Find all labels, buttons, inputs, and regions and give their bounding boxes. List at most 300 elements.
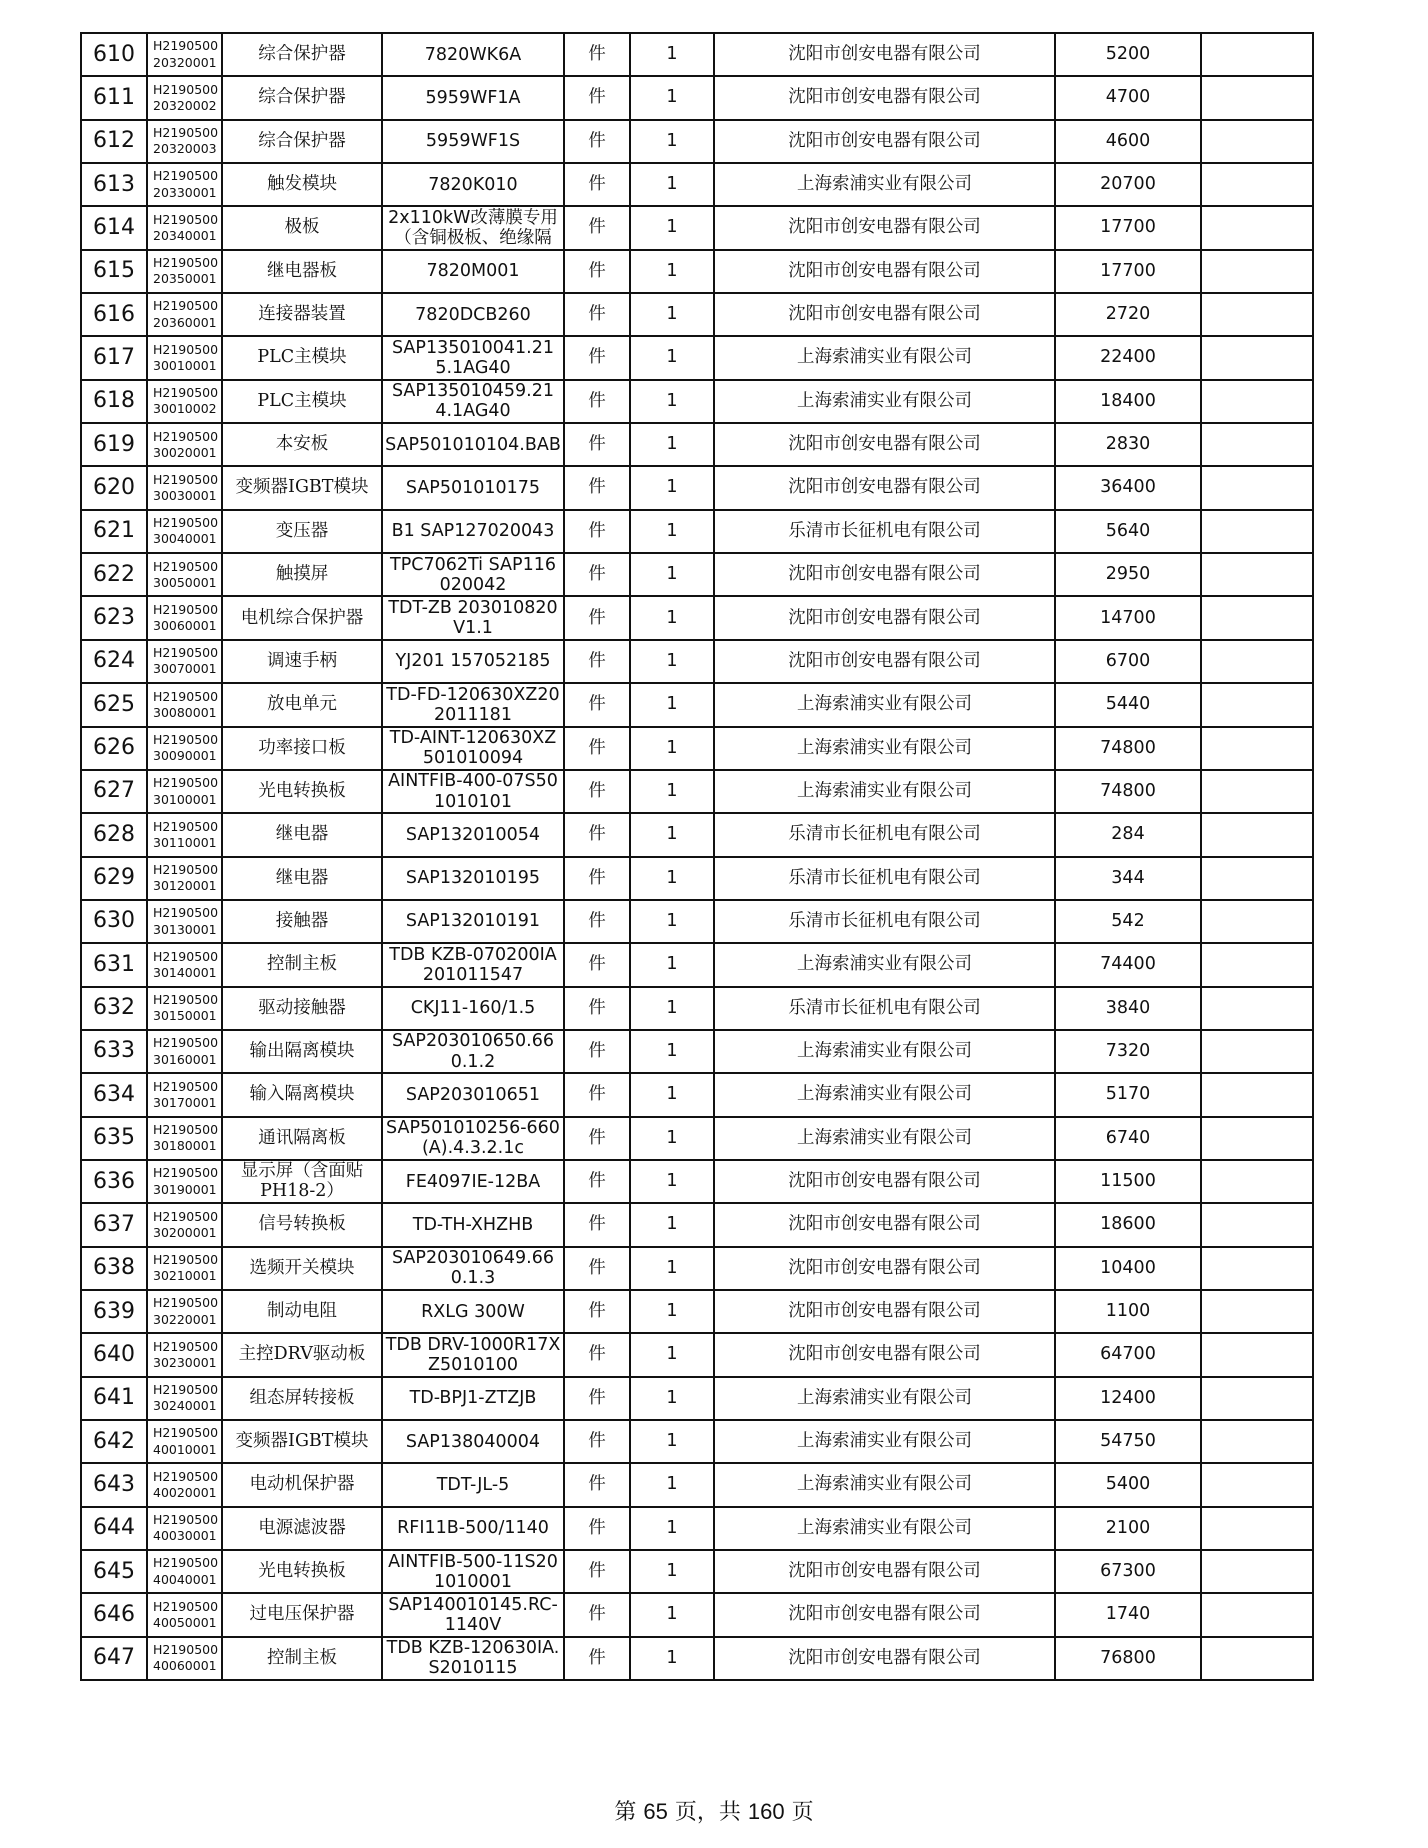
material-code-line: 20350001 — [153, 271, 217, 287]
material-code-cell — [147, 250, 222, 293]
manufacturer-cell: 上海索浦实业有限公司 — [714, 1073, 1055, 1116]
item-name-cell: 综合保护器 — [222, 120, 382, 163]
row-number-cell: 623 — [81, 596, 147, 639]
unit-price-cell: 5400 — [1055, 1463, 1201, 1506]
material-code-line: H2190500 — [153, 731, 219, 747]
item-name-cell: 电动机保护器 — [222, 1463, 382, 1506]
quantity-cell: 1 — [630, 206, 714, 249]
remark-cell — [1201, 163, 1313, 206]
material-code-line: H2190500 — [153, 1555, 219, 1571]
remark-cell — [1201, 553, 1313, 596]
material-code-line: 40040001 — [153, 1571, 217, 1587]
row-number-cell: 622 — [81, 553, 147, 596]
manufacturer-cell: 沈阳市创安电器有限公司 — [714, 1550, 1055, 1593]
model-spec-cell: SAP203010649.660.1.3 — [382, 1247, 564, 1290]
material-code-cell — [147, 76, 222, 119]
unit-cell: 件 — [564, 423, 630, 466]
table-row — [81, 1160, 1313, 1203]
model-spec-cell: TDT-JL-5 — [382, 1463, 564, 1506]
table-row — [81, 1463, 1313, 1506]
quantity-cell: 1 — [630, 857, 714, 900]
material-code-line: 40030001 — [153, 1528, 217, 1544]
manufacturer-cell: 上海索浦实业有限公司 — [714, 770, 1055, 813]
remark-cell — [1201, 120, 1313, 163]
material-code-line: 20320002 — [153, 98, 217, 114]
material-code-cell — [147, 293, 222, 336]
material-code-line: 20320001 — [153, 54, 217, 70]
unit-cell: 件 — [564, 510, 630, 553]
material-code-line: H2190500 — [153, 125, 219, 141]
unit-cell: 件 — [564, 1637, 630, 1680]
material-code-line: H2190500 — [153, 1512, 219, 1528]
remark-cell — [1201, 1333, 1313, 1376]
remark-cell — [1201, 206, 1313, 249]
quantity-cell: 1 — [630, 1463, 714, 1506]
total-page-count: 160 — [747, 1799, 785, 1824]
unit-cell: 件 — [564, 1507, 630, 1550]
unit-cell: 件 — [564, 857, 630, 900]
remark-cell — [1201, 423, 1313, 466]
unit-price-cell: 4600 — [1055, 120, 1201, 163]
item-name-cell: 输出隔离模块 — [222, 1030, 382, 1073]
material-code-cell — [147, 1290, 222, 1333]
material-code-cell — [147, 510, 222, 553]
manufacturer-cell: 乐清市长征机电有限公司 — [714, 987, 1055, 1030]
model-spec-cell: SAP132010195 — [382, 857, 564, 900]
unit-price-cell: 67300 — [1055, 1550, 1201, 1593]
quantity-cell: 1 — [630, 1637, 714, 1680]
item-name-cell: 极板 — [222, 206, 382, 249]
remark-cell — [1201, 510, 1313, 553]
material-code-cell — [147, 683, 222, 726]
item-name-cell: 主控DRV驱动板 — [222, 1333, 382, 1376]
unit-cell: 件 — [564, 987, 630, 1030]
remark-cell — [1201, 1637, 1313, 1680]
quantity-cell: 1 — [630, 943, 714, 986]
unit-cell: 件 — [564, 206, 630, 249]
material-code-line: 40060001 — [153, 1658, 217, 1674]
material-code-line: H2190500 — [153, 861, 219, 877]
row-number-cell: 635 — [81, 1117, 147, 1160]
remark-cell — [1201, 987, 1313, 1030]
material-code-cell — [147, 1377, 222, 1420]
manufacturer-cell: 上海索浦实业有限公司 — [714, 1420, 1055, 1463]
unit-cell: 件 — [564, 1203, 630, 1246]
unit-price-cell: 76800 — [1055, 1637, 1201, 1680]
quantity-cell: 1 — [630, 1117, 714, 1160]
row-number-cell: 615 — [81, 250, 147, 293]
row-number-cell: 612 — [81, 120, 147, 163]
item-name-cell: 继电器 — [222, 813, 382, 856]
model-spec-cell: 2x110kW改薄膜专用（含铜极板、绝缘隔 — [382, 206, 564, 249]
material-code-line: H2190500 — [153, 601, 219, 617]
material-code-line: H2190500 — [153, 1208, 219, 1224]
row-number-cell: 626 — [81, 727, 147, 770]
model-spec-cell: 7820DCB260 — [382, 293, 564, 336]
quantity-cell: 1 — [630, 1333, 714, 1376]
quantity-cell: 1 — [630, 596, 714, 639]
manufacturer-cell: 沈阳市创安电器有限公司 — [714, 206, 1055, 249]
unit-price-cell: 10400 — [1055, 1247, 1201, 1290]
material-code-cell — [147, 206, 222, 249]
material-code-line: 30170001 — [153, 1094, 217, 1110]
row-number-cell: 628 — [81, 813, 147, 856]
material-code-line: 30220001 — [153, 1311, 217, 1327]
material-code-line: H2190500 — [153, 558, 219, 574]
item-name-cell: 放电单元 — [222, 683, 382, 726]
item-name-cell: 触发模块 — [222, 163, 382, 206]
quantity-cell: 1 — [630, 336, 714, 379]
remark-cell — [1201, 727, 1313, 770]
table-row — [81, 900, 1313, 943]
remark-cell — [1201, 380, 1313, 423]
table-row — [81, 1333, 1313, 1376]
unit-price-cell: 20700 — [1055, 163, 1201, 206]
material-code-line: 30020001 — [153, 444, 217, 460]
footer-suffix: 页 — [791, 1800, 814, 1825]
unit-cell: 件 — [564, 1117, 630, 1160]
unit-price-cell: 18400 — [1055, 380, 1201, 423]
material-code-line: 30040001 — [153, 531, 217, 547]
table-row — [81, 813, 1313, 856]
remark-cell — [1201, 770, 1313, 813]
unit-price-cell: 5640 — [1055, 510, 1201, 553]
unit-price-cell: 5440 — [1055, 683, 1201, 726]
unit-price-cell: 2950 — [1055, 553, 1201, 596]
material-code-cell — [147, 380, 222, 423]
model-spec-cell: SAP203010650.660.1.2 — [382, 1030, 564, 1073]
unit-price-cell: 11500 — [1055, 1160, 1201, 1203]
material-code-cell — [147, 987, 222, 1030]
remark-cell — [1201, 466, 1313, 509]
item-name-cell: 控制主板 — [222, 1637, 382, 1680]
table-row — [81, 163, 1313, 206]
manufacturer-cell: 沈阳市创安电器有限公司 — [714, 76, 1055, 119]
material-code-line: H2190500 — [153, 1382, 219, 1398]
unit-price-cell: 6740 — [1055, 1117, 1201, 1160]
model-spec-cell: TD-AINT-120630XZ501010094 — [382, 727, 564, 770]
model-spec-cell: YJ201 157052185 — [382, 640, 564, 683]
model-spec-cell: SAP138040004 — [382, 1420, 564, 1463]
table-row — [81, 1117, 1313, 1160]
material-code-cell — [147, 1203, 222, 1246]
item-name-cell: 选频开关模块 — [222, 1247, 382, 1290]
item-name-cell: 连接器装置 — [222, 293, 382, 336]
material-code-line: 30100001 — [153, 791, 217, 807]
manufacturer-cell: 沈阳市创安电器有限公司 — [714, 596, 1055, 639]
quantity-cell: 1 — [630, 33, 714, 76]
material-code-line: H2190500 — [153, 1035, 219, 1051]
row-number-cell: 647 — [81, 1637, 147, 1680]
remark-cell — [1201, 943, 1313, 986]
manufacturer-cell: 乐清市长征机电有限公司 — [714, 813, 1055, 856]
material-code-cell — [147, 1463, 222, 1506]
row-number-cell: 627 — [81, 770, 147, 813]
material-code-cell — [147, 1550, 222, 1593]
item-name-cell: PLC主模块 — [222, 380, 382, 423]
manufacturer-cell: 上海索浦实业有限公司 — [714, 336, 1055, 379]
row-number-cell: 641 — [81, 1377, 147, 1420]
table-body — [81, 33, 1313, 1680]
manufacturer-cell: 沈阳市创安电器有限公司 — [714, 250, 1055, 293]
remark-cell — [1201, 1030, 1313, 1073]
unit-cell: 件 — [564, 76, 630, 119]
material-code-line: 30210001 — [153, 1268, 217, 1284]
material-code-line: H2190500 — [153, 298, 219, 314]
material-code-line: 20360001 — [153, 314, 217, 330]
quantity-cell: 1 — [630, 1247, 714, 1290]
material-code-line: H2190500 — [153, 1468, 219, 1484]
unit-cell: 件 — [564, 640, 630, 683]
remark-cell — [1201, 1247, 1313, 1290]
material-code-cell — [147, 33, 222, 76]
unit-price-cell: 17700 — [1055, 206, 1201, 249]
model-spec-cell: SAP501010104.BAB — [382, 423, 564, 466]
unit-price-cell: 17700 — [1055, 250, 1201, 293]
item-name-cell: 光电转换板 — [222, 1550, 382, 1593]
table-row — [81, 380, 1313, 423]
model-spec-cell: TDB KZB-070200IA201011547 — [382, 943, 564, 986]
table-row — [81, 250, 1313, 293]
material-code-cell — [147, 1333, 222, 1376]
manufacturer-cell: 沈阳市创安电器有限公司 — [714, 553, 1055, 596]
manufacturer-cell: 沈阳市创安电器有限公司 — [714, 1637, 1055, 1680]
remark-cell — [1201, 640, 1313, 683]
manufacturer-cell: 上海索浦实业有限公司 — [714, 727, 1055, 770]
model-spec-cell: B1 SAP127020043 — [382, 510, 564, 553]
quantity-cell: 1 — [630, 813, 714, 856]
manufacturer-cell: 沈阳市创安电器有限公司 — [714, 640, 1055, 683]
manufacturer-cell: 上海索浦实业有限公司 — [714, 1117, 1055, 1160]
row-number-cell: 633 — [81, 1030, 147, 1073]
manufacturer-cell: 沈阳市创安电器有限公司 — [714, 423, 1055, 466]
table-row — [81, 1073, 1313, 1116]
material-code-line: H2190500 — [153, 1252, 219, 1268]
quantity-cell: 1 — [630, 1030, 714, 1073]
unit-cell: 件 — [564, 900, 630, 943]
material-code-cell — [147, 336, 222, 379]
quantity-cell: 1 — [630, 900, 714, 943]
manufacturer-cell: 上海索浦实业有限公司 — [714, 943, 1055, 986]
material-code-line: 30060001 — [153, 618, 217, 634]
row-number-cell: 624 — [81, 640, 147, 683]
unit-cell: 件 — [564, 120, 630, 163]
remark-cell — [1201, 1550, 1313, 1593]
table-row — [81, 770, 1313, 813]
unit-price-cell: 2100 — [1055, 1507, 1201, 1550]
item-name-cell: 综合保护器 — [222, 76, 382, 119]
row-number-cell: 618 — [81, 380, 147, 423]
table-row — [81, 640, 1313, 683]
material-code-line: H2190500 — [153, 255, 219, 271]
model-spec-cell: FE4097IE-12BA — [382, 1160, 564, 1203]
remark-cell — [1201, 1463, 1313, 1506]
table-row — [81, 510, 1313, 553]
table-row — [81, 1550, 1313, 1593]
table-row — [81, 336, 1313, 379]
remark-cell — [1201, 33, 1313, 76]
material-code-line: H2190500 — [153, 818, 219, 834]
manufacturer-cell: 上海索浦实业有限公司 — [714, 1377, 1055, 1420]
unit-cell: 件 — [564, 1550, 630, 1593]
remark-cell — [1201, 76, 1313, 119]
manufacturer-cell: 沈阳市创安电器有限公司 — [714, 1203, 1055, 1246]
model-spec-cell: TDT-ZB 203010820 V1.1 — [382, 596, 564, 639]
item-name-cell: PLC主模块 — [222, 336, 382, 379]
table-row — [81, 857, 1313, 900]
material-code-line: 30140001 — [153, 964, 217, 980]
row-number-cell: 637 — [81, 1203, 147, 1246]
material-code-cell — [147, 943, 222, 986]
row-number-cell: 645 — [81, 1550, 147, 1593]
unit-price-cell: 22400 — [1055, 336, 1201, 379]
material-code-line: 30030001 — [153, 488, 217, 504]
model-spec-cell: TD-TH-XHZHB — [382, 1203, 564, 1246]
quantity-cell: 1 — [630, 76, 714, 119]
manufacturer-cell: 乐清市长征机电有限公司 — [714, 510, 1055, 553]
table-row — [81, 293, 1313, 336]
row-number-cell: 617 — [81, 336, 147, 379]
row-number-cell: 631 — [81, 943, 147, 986]
quantity-cell: 1 — [630, 1160, 714, 1203]
material-code-cell — [147, 1247, 222, 1290]
item-name-cell: 电源滤波器 — [222, 1507, 382, 1550]
quantity-cell: 1 — [630, 163, 714, 206]
remark-cell — [1201, 1377, 1313, 1420]
unit-cell: 件 — [564, 293, 630, 336]
unit-cell: 件 — [564, 1073, 630, 1116]
manufacturer-cell: 上海索浦实业有限公司 — [714, 380, 1055, 423]
material-code-line: H2190500 — [153, 1642, 219, 1658]
manufacturer-cell: 上海索浦实业有限公司 — [714, 163, 1055, 206]
material-code-line: 20340001 — [153, 228, 217, 244]
unit-price-cell: 3840 — [1055, 987, 1201, 1030]
row-number-cell: 643 — [81, 1463, 147, 1506]
material-code-line: 30080001 — [153, 704, 217, 720]
model-spec-cell: TD-FD-120630XZ202011181 — [382, 683, 564, 726]
remark-cell — [1201, 1593, 1313, 1636]
unit-price-cell: 6700 — [1055, 640, 1201, 683]
quantity-cell: 1 — [630, 553, 714, 596]
row-number-cell: 616 — [81, 293, 147, 336]
unit-cell: 件 — [564, 770, 630, 813]
remark-cell — [1201, 900, 1313, 943]
unit-cell: 件 — [564, 1377, 630, 1420]
item-name-cell: 输入隔离模块 — [222, 1073, 382, 1116]
item-name-cell: 制动电阻 — [222, 1290, 382, 1333]
model-spec-cell: TDB KZB-120630IA.S2010115 — [382, 1637, 564, 1680]
material-code-cell — [147, 900, 222, 943]
quantity-cell: 1 — [630, 1203, 714, 1246]
material-code-line: 30240001 — [153, 1398, 217, 1414]
material-code-line: H2190500 — [153, 211, 219, 227]
unit-cell: 件 — [564, 336, 630, 379]
material-code-line: H2190500 — [153, 1295, 219, 1311]
row-number-cell: 610 — [81, 33, 147, 76]
manufacturer-cell: 沈阳市创安电器有限公司 — [714, 466, 1055, 509]
item-name-cell: 光电转换板 — [222, 770, 382, 813]
table-row — [81, 596, 1313, 639]
quantity-cell: 1 — [630, 1420, 714, 1463]
material-code-cell — [147, 1593, 222, 1636]
table-row — [81, 1290, 1313, 1333]
row-number-cell: 640 — [81, 1333, 147, 1376]
material-code-line: 40010001 — [153, 1441, 217, 1457]
row-number-cell: 620 — [81, 466, 147, 509]
item-name-cell: 接触器 — [222, 900, 382, 943]
unit-cell: 件 — [564, 1030, 630, 1073]
unit-cell: 件 — [564, 1247, 630, 1290]
table-row — [81, 206, 1313, 249]
table-row — [81, 683, 1313, 726]
model-spec-cell: SAP132010191 — [382, 900, 564, 943]
row-number-cell: 639 — [81, 1290, 147, 1333]
material-code-cell — [147, 1507, 222, 1550]
row-number-cell: 619 — [81, 423, 147, 466]
row-number-cell: 630 — [81, 900, 147, 943]
manufacturer-cell: 上海索浦实业有限公司 — [714, 1507, 1055, 1550]
quantity-cell: 1 — [630, 423, 714, 466]
unit-price-cell: 1740 — [1055, 1593, 1201, 1636]
model-spec-cell: SAP203010651 — [382, 1073, 564, 1116]
quantity-cell: 1 — [630, 1290, 714, 1333]
remark-cell — [1201, 1420, 1313, 1463]
model-spec-cell: AINTFIB-400-07S501010101 — [382, 770, 564, 813]
table-row — [81, 1637, 1313, 1680]
material-code-line: H2190500 — [153, 168, 219, 184]
quantity-cell: 1 — [630, 1507, 714, 1550]
table-row — [81, 1420, 1313, 1463]
item-name-cell: 变压器 — [222, 510, 382, 553]
quantity-cell: 1 — [630, 510, 714, 553]
unit-price-cell: 7320 — [1055, 1030, 1201, 1073]
table-row — [81, 120, 1313, 163]
model-spec-cell: SAP135010459.214.1AG40 — [382, 380, 564, 423]
material-code-line: 30160001 — [153, 1051, 217, 1067]
item-name-cell: 本安板 — [222, 423, 382, 466]
material-code-line: H2190500 — [153, 1078, 219, 1094]
model-spec-cell: TDB DRV-1000R17XZ5010100 — [382, 1333, 564, 1376]
item-name-cell: 信号转换板 — [222, 1203, 382, 1246]
remark-cell — [1201, 336, 1313, 379]
material-code-line: 30010002 — [153, 401, 217, 417]
manufacturer-cell: 上海索浦实业有限公司 — [714, 1030, 1055, 1073]
footer-prefix: 第 — [614, 1800, 637, 1825]
table-row — [81, 423, 1313, 466]
table-row — [81, 33, 1313, 76]
item-name-cell: 通讯隔离板 — [222, 1117, 382, 1160]
material-code-line: H2190500 — [153, 81, 219, 97]
table-row — [81, 1247, 1313, 1290]
remark-cell — [1201, 293, 1313, 336]
manufacturer-cell: 沈阳市创安电器有限公司 — [714, 1290, 1055, 1333]
unit-price-cell: 12400 — [1055, 1377, 1201, 1420]
material-code-cell — [147, 640, 222, 683]
unit-price-cell: 1100 — [1055, 1290, 1201, 1333]
material-code-line: 30130001 — [153, 921, 217, 937]
material-code-line: 20320003 — [153, 141, 217, 157]
material-code-line: H2190500 — [153, 341, 219, 357]
material-code-line: H2190500 — [153, 515, 219, 531]
material-code-line: H2190500 — [153, 428, 219, 444]
model-spec-cell: 5959WF1A — [382, 76, 564, 119]
current-page-number: 65 — [643, 1799, 668, 1824]
table-row — [81, 76, 1313, 119]
material-code-line: H2190500 — [153, 991, 219, 1007]
item-name-cell: 驱动接触器 — [222, 987, 382, 1030]
material-code-cell — [147, 813, 222, 856]
material-code-line: H2190500 — [153, 645, 219, 661]
